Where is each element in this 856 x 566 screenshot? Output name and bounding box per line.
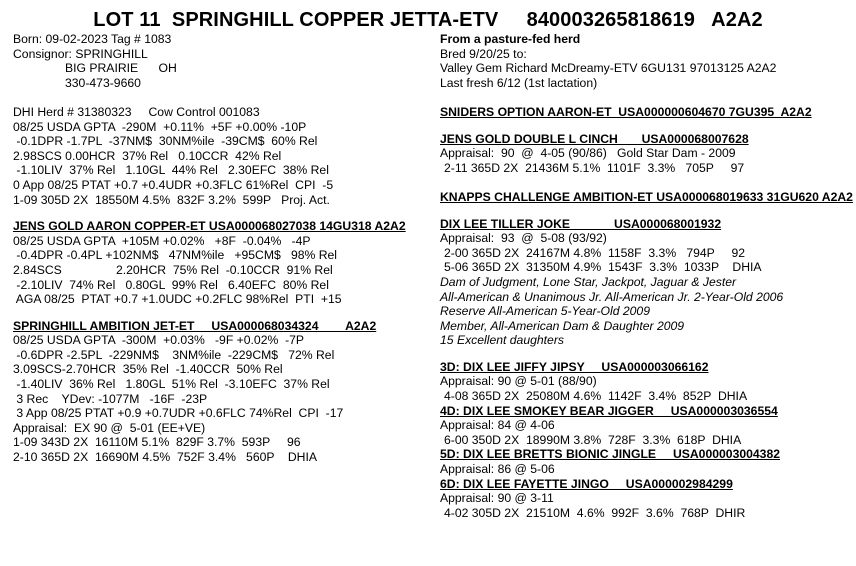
bred-date: Bred 9/20/25 to: [440,46,527,61]
sire-line: 2.84SCS 2.20HCR 75% Rel -0.10CCR 91% Rel [13,262,333,277]
dam-heading: SPRINGHILL AMBITION JET-ET USA000068034324 A2A2 [13,318,377,333]
dam2-line: Appraisal: 93 @ 5-08 (93/92) [440,231,607,246]
sire3-line: Appraisal: 90 @ 4-05 (90/86) Gold Star Dam - 2009 [440,146,736,161]
cow-genomics [13,120,428,208]
lot-title: LOT 11 SPRINGHILL COPPER JETTA-ETV 840003265818619 A2A2 [93,9,763,31]
dam-line: 1-09 343D 2X 16110M 5.1% 829F 3.7% 593P 96 [13,435,301,450]
sire-line: 08/25 USDA GPTA +105M +0.02% +8F -0.04% -4P [13,233,311,248]
dam-line: 3 Rec YDev: -1077M -16F -23P [13,391,208,406]
pedigree-sire-2: SNIDERS OPTION AARON-ET USA000000604670 7GU395 A2A2 [440,104,812,119]
sire-line: AGA 08/25 PTAT +0.7 +1.0UDC +0.2FLC 98%Rel PTI +15 [13,292,342,307]
cow-line: 1-09 305D 2X 18550M 4.5% 832F 3.2% 599P Proj. Act. [13,192,330,207]
sire-line: -2.10LIV 74% Rel 0.80GL 99% Rel 6.40EFC 80% Rel [13,277,329,292]
sire-heading: JENS GOLD AARON COPPER-ET USA000068027038 14GU318 A2A2 [13,219,406,234]
dam3-line: 4-08 365D 2X 25080M 4.6% 1142F 3.4% 852P DHIA [444,389,748,404]
cow-line: -0.1DPR -1.7PL -37NM$ 30NM%ile -39CM$ 60% Rel [13,134,318,149]
cow-line: -1.10LIV 37% Rel 1.10GL 44% Rel 2.30EFC 38% Rel [13,163,329,178]
left-column [13,32,428,465]
dam-line: 3.09SCS-2.70HCR 35% Rel -1.40CCR 50% Rel [13,362,283,377]
pedigree-dam-3-heading: 3D: DIX LEE JIFFY JIPSY USA000003066162 [440,359,709,374]
consignor-address: BIG PRAIRIE OH [65,61,177,76]
dam-line: -0.6DPR -2.5PL -229NM$ 3NM%ile -229CM$ 72% Rel [13,347,335,362]
herd-note: From a pasture-fed herd [440,32,581,46]
cow-line: 08/25 USDA GPTA -290M +0.11% +5F +0.00% -10P [13,119,307,134]
dam6-line: Appraisal: 90 @ 3-11 [440,491,554,506]
dam-genomics [13,333,428,464]
pedigree-dam-4-heading: 4D: DIX LEE SMOKEY BEAR JIGGER USA000003036554 [440,403,778,418]
dam2-note: All-American & Unanimous Jr. All-American Jr. 2-Year-Old 2006 [440,289,784,304]
dam-line: 2-10 365D 2X 16690M 4.5% 752F 3.4% 560P DHIA [13,450,317,465]
dam2-note: Reserve All-American 5-Year-Old 2009 [440,304,650,319]
dam2-note: Member, All-American Dam & Daughter 2009 [440,318,685,333]
dhi-herd-line: DHI Herd # 31380323 Cow Control 001083 [13,104,260,119]
dam2-note: Dam of Judgment, Lone Star, Jackpot, Jaguar & Jester [440,274,737,289]
born-line: Born: 09-02-2023 Tag # 1083 [13,32,172,46]
consignor-phone: 330-473-9660 [65,75,141,90]
pedigree-dam-2-heading: DIX LEE TILLER JOKE USA000068001932 [440,216,722,231]
pedigree-dam-5-heading: 5D: DIX LEE BRETTS BIONIC JINGLE USA000003004382 [440,447,781,462]
dam2-line: 2-00 365D 2X 24167M 4.8% 1158F 3.3% 794P 92 [444,245,746,260]
sire-line: -0.4DPR -0.4PL +102NM$ 47NM%ile +95CM$ 98% Rel [13,248,338,263]
pedigree-sire-4: KNAPPS CHALLENGE AMBITION-ET USA000068019633 31GU620 A2A2 [440,189,853,204]
dam3-line: Appraisal: 90 @ 5-01 (88/90) [440,374,597,389]
dam6-line: 4-02 305D 2X 21510M 4.6% 992F 3.6% 768P DHIR [444,505,746,520]
cow-line: 0 App 08/25 PTAT +0.7 +0.4UDR +0.3FLC 61%Rel CPI -5 [13,177,334,192]
right-column [440,32,853,520]
dam2-line: 5-06 365D 2X 31350M 4.9% 1543F 3.3% 1033P DHIA [444,260,762,275]
dam5-line: Appraisal: 86 @ 5-06 [440,462,555,477]
dam-line: 08/25 USDA GPTA -300M +0.03% -9F +0.02% -7P [13,333,305,348]
dam2-note: 15 Excellent daughters [440,333,564,348]
dam4-line: Appraisal: 84 @ 4-06 [440,418,555,433]
last-fresh: Last fresh 6/12 (1st lactation) [440,75,598,90]
dam-line: -1.40LIV 36% Rel 1.80GL 51% Rel -3.10EFC 37% Rel [13,377,330,392]
consignor-line: Consignor: SPRINGHILL [13,46,148,61]
pedigree-dam-6-heading: 6D: DIX LEE FAYETTE JINGO USA000002984299 [440,476,733,491]
sire3-line: 2-11 365D 2X 21436M 5.1% 1101F 3.3% 705P 97 [444,160,745,175]
pedigree-sire-3-heading: JENS GOLD DOUBLE L CINCH USA000068007628 [440,131,749,146]
dam4-line: 6-00 350D 2X 18990M 3.8% 728F 3.3% 618P DHIA [444,432,742,447]
dam-line: Appraisal: EX 90 @ 5-01 (EE+VE) [13,420,206,435]
cow-line: 2.98SCS 0.00HCR 37% Rel 0.10CCR 42% Rel [13,148,282,163]
dam-line: 3 App 08/25 PTAT +0.9 +0.7UDR +0.6FLC 74%Rel CPI -17 [13,406,344,421]
sire-genomics [13,234,428,307]
bred-sire: Valley Gem Richard McDreamy-ETV 6GU131 97013125 A2A2 [440,61,777,76]
